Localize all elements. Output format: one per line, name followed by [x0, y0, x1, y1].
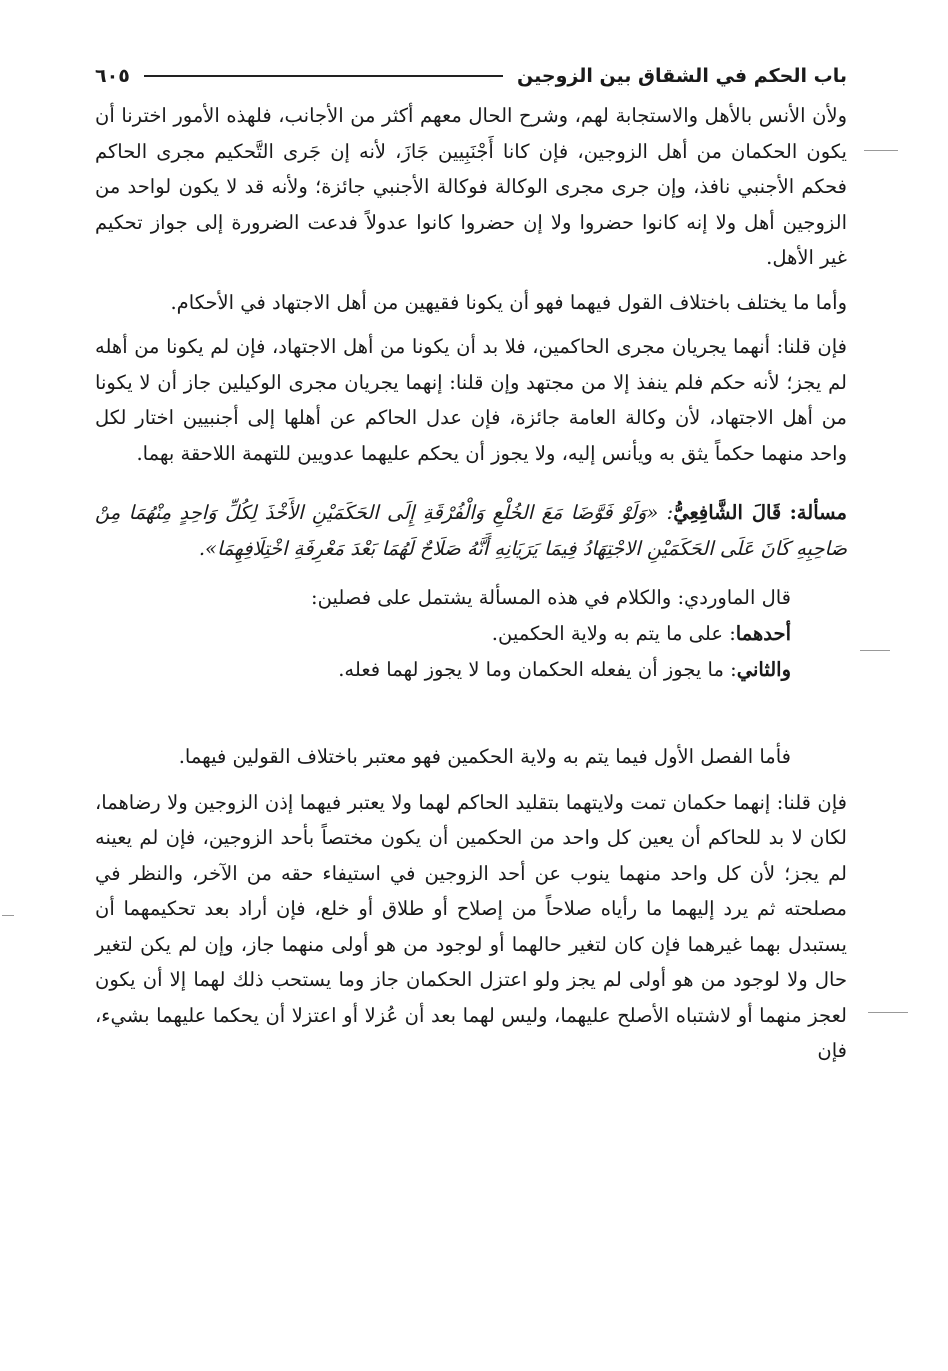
chapter-outline [95, 580, 847, 688]
scan-mark [860, 650, 890, 651]
paragraph-3: فإن قلنا: أنهما يجريان مجرى الحاكمين، فلا بد أن يكونا من أهل الاجتهاد، فإن لم يكونا من أهله لم يجز؛ لأنه حكم فلم ينفذ إلا من مجتهد وإن قلنا: إنهما يجريان مجرى الوكيلين جاز أن لا يكونا من أهل الاجتهاد، لأن وكالة العامة جائزة، فإن عدل الحاكم عن أهلها إلى أجنبيين اختار لكل واحد منهما حكماً يثق به ويأنس إليه، ولا يجوز أن يحكم عليهما عدويين للتهمة اللاحقة بهما. [95, 335, 847, 465]
outline-item-1 [95, 616, 847, 652]
book-page [95, 58, 847, 1348]
paragraph-5: فأما الفصل الأول فيما يتم به ولاية الحكمين فهو معتبر باختلاف القولين فيهما. [178, 745, 791, 768]
outline-item-2 [95, 652, 847, 688]
page-number: ٦٠٥ [95, 65, 130, 87]
paragraph-6: فإن قلنا: إنهما حكمان تمت ولايتهما بتقليد الحاكم لهما ولا يعتبر فيهما إذن الزوجين ولا رضاهما، لكان لا بد للحاكم أن يعين كل واحد من الحكمين أن يكون مختصاً بأحد الزوجين، فإن لم يعينه لم يجز؛ لأن كل واحد منهما ينوب عن أحد الزوجين في استيفاء حقه من الآخر، والنظر في مصلحته ثم يرد إليهما ما رأياه صلاحاً من إصلاح أو طلاق أو خلع، فإن أراد بعد تحكيمهما أن يستبدل بهما غيرهما فإن كان لتغير حالهما أو لوجود من هو أولى منهما جاز، وإن لم يكن لتغير حال ولا لوجود من هو أولى لم يجز ولو اعتزل الحكمان جاز وما يستحب ذلك لهما إلا أن يكون لعجز منهما أو لاشتباه الأصلح عليهما، وليس لهما بعد أن عُزلا أو اعتزلا أن يحكما عليهما بشيء، فإن [95, 790, 847, 1062]
issue-speaker: قَالَ الشَّافِعِيُّ [673, 501, 782, 524]
outline-intro: قال الماوردي: والكلام في هذه المسألة يشتمل على فصلين: [311, 586, 791, 609]
page-header [95, 58, 847, 94]
paragraph-2: وأما ما يختلف باختلاف القول فيهما فهو أن يكونا فقيهين من أهل الاجتهاد في الأحكام. [170, 290, 847, 314]
outline-item-1-label: أحدهما [735, 622, 791, 645]
scan-mark [864, 150, 898, 151]
scan-mark [868, 1012, 908, 1013]
header-rule [144, 75, 503, 77]
paragraph-1: ولأن الأنس بالأهل والاستجابة لهم، وشرح الحال معهم أكثر من الأجانب، فلهذه الأمور اخترنا أن يكون الحكمان من أهل الزوجين، فإن كانا أَجْنَبِيين جَازَ، لأنه إن جَرى التَّحكيم مجرى الحاكم فحكم الأجنبي نافذ، وإن جرى مجرى الوكالة فوكالة الأجنبي جائزة؛ ولأنه قد لا يكون لواحد من الزوجين أهل ولا إنه كانوا حضروا ولا إن حضروا كانوا عدولاً فدعت الضرورة إلى جواز تحكيم غير الأهل. [95, 104, 847, 269]
outline-item-2-text: : ما يجوز أن يفعله الحكمان وما لا يجوز لهما فعله. [338, 658, 737, 681]
issue-paragraph [95, 495, 847, 566]
outline-item-1-text: : على ما يتم به ولاية الحكمين. [491, 622, 736, 645]
outline-item-2-label: والثاني [736, 658, 791, 681]
issue-label: مسألة: [789, 501, 847, 524]
issue-quote: : «وَلَوْ فَوَّضَا مَعَ الخُلْعِ وَالْفُرْقَةِ إِلَى الحَكَمَيْنِ الأَخْذَ لِكُلِّ وَاحِدٍ مِنْهُمَا مِنْ صَاحِبِهِ كَانَ عَلَى الحَكَمَيْنِ الاجْتِهَادُ فِيمَا يَرَيَانِهِ أَنَّهُ صَلَاحٌ لَهُمَا بَعْدَ مَعْرِفَةِ اخْتِلَافِهِمَا». [95, 501, 847, 560]
chapter-title: باب الحكم في الشقاق بين الزوجين [517, 65, 847, 87]
scan-mark [2, 915, 14, 916]
